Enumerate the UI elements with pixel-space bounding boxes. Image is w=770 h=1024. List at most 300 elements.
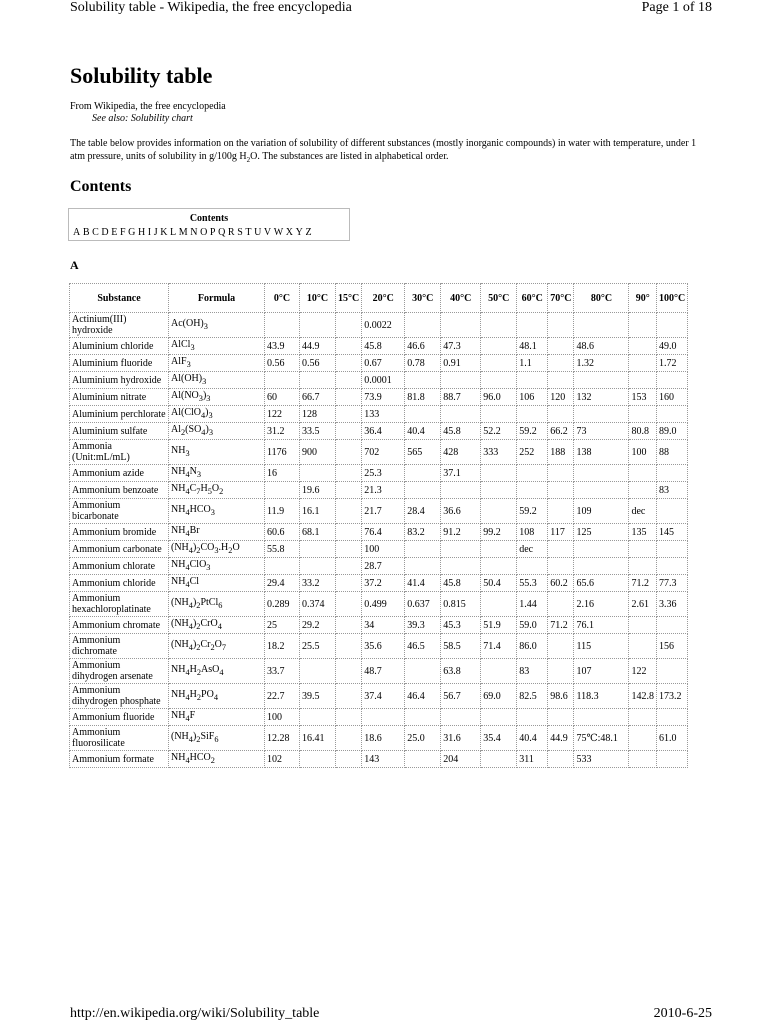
value-cell: 0.56 bbox=[300, 355, 336, 372]
value-cell bbox=[548, 709, 574, 726]
value-cell: 18.2 bbox=[265, 634, 300, 659]
value-cell: 76.4 bbox=[362, 524, 405, 541]
contents-link-l[interactable]: L bbox=[170, 227, 177, 238]
value-cell: 173.2 bbox=[656, 684, 687, 709]
value-cell bbox=[629, 634, 657, 659]
value-cell bbox=[629, 406, 657, 423]
contents-link-h[interactable]: H bbox=[137, 227, 146, 238]
print-footer-url: http://en.wikipedia.org/wiki/Solubility_table bbox=[70, 1006, 320, 1021]
value-cell: 59.2 bbox=[517, 499, 548, 524]
value-cell: 106 bbox=[517, 389, 548, 406]
value-cell: 0.78 bbox=[405, 355, 441, 372]
value-cell bbox=[574, 558, 629, 575]
value-cell bbox=[336, 406, 362, 423]
value-cell: 120 bbox=[548, 389, 574, 406]
value-cell bbox=[517, 313, 548, 338]
value-cell bbox=[336, 440, 362, 465]
value-cell: 135 bbox=[629, 524, 657, 541]
table-row bbox=[70, 465, 688, 482]
formula-cell: $NH_4H_2AsO_4$ bbox=[169, 659, 265, 684]
value-cell bbox=[629, 372, 657, 389]
value-cell bbox=[656, 659, 687, 684]
value-cell: 82.5 bbox=[517, 684, 548, 709]
value-cell: 37.1 bbox=[441, 465, 481, 482]
intro-text: The table below provides information on the variation of solubility of different substances (mostly inorganic compounds) in water with temperature, under 1 atm pressure, units of solubility in g/100g H bbox=[70, 138, 697, 162]
value-cell bbox=[265, 558, 300, 575]
value-cell bbox=[548, 355, 574, 372]
formula-cell: AlCl$_3$ bbox=[169, 338, 265, 355]
formula-cell: $Al(ClO_4)_3$ bbox=[169, 406, 265, 423]
contents-link-n[interactable]: N bbox=[190, 227, 199, 238]
table-row bbox=[70, 338, 688, 355]
value-cell: 0.0022 bbox=[362, 313, 405, 338]
value-cell bbox=[656, 709, 687, 726]
column-header: 10°C bbox=[300, 284, 336, 313]
substance-cell[interactable]: Ammonium azide bbox=[70, 465, 169, 482]
value-cell bbox=[548, 465, 574, 482]
value-cell: 99.2 bbox=[481, 524, 517, 541]
value-cell bbox=[548, 499, 574, 524]
value-cell bbox=[629, 482, 657, 499]
contents-link-b[interactable]: B bbox=[82, 227, 91, 238]
value-cell: 44.9 bbox=[300, 338, 336, 355]
value-cell: 0.637 bbox=[405, 592, 441, 617]
value-cell bbox=[629, 313, 657, 338]
contents-box bbox=[68, 208, 350, 241]
substance-cell[interactable]: Ammonium dihydrogen phosphate bbox=[70, 684, 169, 709]
value-cell bbox=[336, 659, 362, 684]
value-cell: 43.9 bbox=[265, 338, 300, 355]
value-cell: 21.7 bbox=[362, 499, 405, 524]
print-header-page: Page 1 of 18 bbox=[641, 0, 712, 15]
value-cell: 66.2 bbox=[548, 423, 574, 440]
value-cell: 2.16 bbox=[574, 592, 629, 617]
value-cell: 16 bbox=[265, 465, 300, 482]
value-cell: 311 bbox=[517, 751, 548, 768]
value-cell: 71.2 bbox=[629, 575, 657, 592]
value-cell: 21.3 bbox=[362, 482, 405, 499]
contents-link-r[interactable]: R bbox=[227, 227, 236, 238]
contents-link-u[interactable]: U bbox=[254, 227, 262, 238]
value-cell: 83 bbox=[517, 659, 548, 684]
value-cell: 117 bbox=[548, 524, 574, 541]
value-cell bbox=[336, 684, 362, 709]
formula-cell: $NH_4Cl$ bbox=[169, 575, 265, 592]
table-row bbox=[70, 751, 688, 768]
value-cell: 56.7 bbox=[441, 684, 481, 709]
value-cell: dec bbox=[517, 541, 548, 558]
value-cell: 138 bbox=[574, 440, 629, 465]
value-cell bbox=[656, 751, 687, 768]
value-cell: 0.67 bbox=[362, 355, 405, 372]
value-cell: 35.6 bbox=[362, 634, 405, 659]
contents-link-q[interactable]: Q bbox=[218, 227, 226, 238]
value-cell bbox=[336, 575, 362, 592]
value-cell bbox=[300, 558, 336, 575]
value-cell: 36.6 bbox=[441, 499, 481, 524]
print-footer-date: 2010-6-25 bbox=[653, 1006, 712, 1021]
table-row bbox=[70, 634, 688, 659]
section-heading-a: A bbox=[70, 258, 79, 272]
substance-cell[interactable]: Ammonium bromide bbox=[70, 524, 169, 541]
value-cell: 16.1 bbox=[300, 499, 336, 524]
value-cell bbox=[336, 482, 362, 499]
value-cell bbox=[517, 372, 548, 389]
table-row bbox=[70, 575, 688, 592]
contents-link-g[interactable]: G bbox=[128, 227, 136, 238]
contents-link-m[interactable]: M bbox=[178, 227, 189, 238]
value-cell: 29.4 bbox=[265, 575, 300, 592]
substance-cell[interactable]: Ammonium carbonate bbox=[70, 541, 169, 558]
contents-link-w[interactable]: W bbox=[273, 227, 284, 238]
table-body bbox=[70, 313, 688, 768]
value-cell: 60 bbox=[265, 389, 300, 406]
substance-cell[interactable]: Ammonium chlorate bbox=[70, 558, 169, 575]
value-cell: 48.6 bbox=[574, 338, 629, 355]
table-row bbox=[70, 592, 688, 617]
formula-cell: $NH_4F$ bbox=[169, 709, 265, 726]
value-cell bbox=[548, 338, 574, 355]
value-cell: 0.56 bbox=[265, 355, 300, 372]
value-cell bbox=[336, 355, 362, 372]
value-cell: 40.4 bbox=[405, 423, 441, 440]
value-cell: 49.0 bbox=[656, 338, 687, 355]
column-header: 20°C bbox=[362, 284, 405, 313]
column-header: 100°C bbox=[656, 284, 687, 313]
value-cell: 89.0 bbox=[656, 423, 687, 440]
value-cell bbox=[574, 709, 629, 726]
contents-link-z[interactable]: Z bbox=[305, 227, 313, 238]
contents-link-y[interactable]: Y bbox=[295, 227, 304, 238]
formula-cell: $(NH_4)_2Cr_2O_7$ bbox=[169, 634, 265, 659]
value-cell: 252 bbox=[517, 440, 548, 465]
value-cell: 204 bbox=[441, 751, 481, 768]
solubility-table bbox=[69, 283, 688, 768]
value-cell: 702 bbox=[362, 440, 405, 465]
substance-cell[interactable]: Ammonium formate bbox=[70, 751, 169, 768]
contents-link-o[interactable]: O bbox=[200, 227, 208, 238]
substance-cell[interactable]: Aluminium perchlorate bbox=[70, 406, 169, 423]
contents-link-a[interactable]: A bbox=[73, 227, 81, 238]
table-row bbox=[70, 482, 688, 499]
value-cell bbox=[300, 465, 336, 482]
value-cell bbox=[441, 406, 481, 423]
value-cell: 73 bbox=[574, 423, 629, 440]
formula-cell: $NH_4ClO_3$ bbox=[169, 558, 265, 575]
value-cell: 45.8 bbox=[441, 423, 481, 440]
value-cell bbox=[441, 709, 481, 726]
table-row bbox=[70, 684, 688, 709]
value-cell: 36.4 bbox=[362, 423, 405, 440]
formula-cell: AlF$_3$ bbox=[169, 355, 265, 372]
value-cell: 108 bbox=[517, 524, 548, 541]
value-cell bbox=[629, 355, 657, 372]
value-cell bbox=[265, 372, 300, 389]
value-cell: 132 bbox=[574, 389, 629, 406]
value-cell: 33.7 bbox=[265, 659, 300, 684]
value-cell bbox=[656, 558, 687, 575]
value-cell: 60.2 bbox=[548, 575, 574, 592]
value-cell bbox=[405, 465, 441, 482]
substance-cell[interactable]: Ammonium chloride bbox=[70, 575, 169, 592]
substance-cell[interactable]: Aluminium chloride bbox=[70, 338, 169, 355]
value-cell: 11.9 bbox=[265, 499, 300, 524]
value-cell bbox=[656, 465, 687, 482]
contents-link-e[interactable]: E bbox=[111, 227, 118, 238]
substance-cell[interactable]: Ammonium chromate bbox=[70, 617, 169, 634]
table-row bbox=[70, 709, 688, 726]
value-cell: dec bbox=[629, 499, 657, 524]
value-cell bbox=[548, 751, 574, 768]
value-cell: 900 bbox=[300, 440, 336, 465]
value-cell bbox=[441, 541, 481, 558]
value-cell bbox=[481, 659, 517, 684]
value-cell: 25 bbox=[265, 617, 300, 634]
value-cell bbox=[481, 406, 517, 423]
column-header: 50°C bbox=[481, 284, 517, 313]
value-cell bbox=[548, 313, 574, 338]
value-cell bbox=[481, 355, 517, 372]
value-cell: 142.8 bbox=[629, 684, 657, 709]
value-cell: 34 bbox=[362, 617, 405, 634]
value-cell: 122 bbox=[629, 659, 657, 684]
value-cell: 100 bbox=[265, 709, 300, 726]
value-cell bbox=[629, 751, 657, 768]
column-header: 60°C bbox=[517, 284, 548, 313]
value-cell: 1.1 bbox=[517, 355, 548, 372]
table-row bbox=[70, 389, 688, 406]
value-cell bbox=[300, 372, 336, 389]
value-cell bbox=[481, 372, 517, 389]
value-cell bbox=[629, 558, 657, 575]
value-cell bbox=[548, 558, 574, 575]
substance-cell[interactable]: Ammonium fluoride bbox=[70, 709, 169, 726]
contents-link-p[interactable]: P bbox=[209, 227, 217, 238]
substance-cell[interactable]: Aluminium sulfate bbox=[70, 423, 169, 440]
value-cell bbox=[405, 313, 441, 338]
value-cell bbox=[405, 406, 441, 423]
value-cell: 76.1 bbox=[574, 617, 629, 634]
value-cell: 565 bbox=[405, 440, 441, 465]
value-cell: 86.0 bbox=[517, 634, 548, 659]
value-cell: 33.5 bbox=[300, 423, 336, 440]
formula-cell: $(NH_4)_2CO_3.H_2O$ bbox=[169, 541, 265, 558]
value-cell: 16.41 bbox=[300, 726, 336, 751]
value-cell: 1176 bbox=[265, 440, 300, 465]
contents-letter-links bbox=[69, 227, 349, 238]
table-row bbox=[70, 659, 688, 684]
value-cell: 115 bbox=[574, 634, 629, 659]
contents-link-t[interactable]: T bbox=[245, 227, 253, 238]
value-cell bbox=[441, 372, 481, 389]
table-row bbox=[70, 558, 688, 575]
value-cell: 41.4 bbox=[405, 575, 441, 592]
value-cell: 73.9 bbox=[362, 389, 405, 406]
value-cell: 98.6 bbox=[548, 684, 574, 709]
substance-cell[interactable]: Ammonia (Unit:mL/mL) bbox=[70, 440, 169, 465]
value-cell bbox=[300, 313, 336, 338]
value-cell: 107 bbox=[574, 659, 629, 684]
value-cell bbox=[300, 751, 336, 768]
contents-link-i[interactable]: I bbox=[147, 227, 152, 238]
value-cell bbox=[574, 541, 629, 558]
value-cell: 61.0 bbox=[656, 726, 687, 751]
value-cell: 71.4 bbox=[481, 634, 517, 659]
value-cell bbox=[574, 406, 629, 423]
see-also-link[interactable]: See also: Solubility chart bbox=[92, 113, 193, 124]
value-cell bbox=[656, 406, 687, 423]
value-cell: 1.44 bbox=[517, 592, 548, 617]
value-cell bbox=[548, 634, 574, 659]
value-cell: 80.8 bbox=[629, 423, 657, 440]
value-cell bbox=[336, 465, 362, 482]
value-cell bbox=[574, 372, 629, 389]
value-cell: 50.4 bbox=[481, 575, 517, 592]
value-cell bbox=[441, 313, 481, 338]
column-header: Substance bbox=[70, 284, 169, 313]
contents-link-v[interactable]: V bbox=[263, 227, 272, 238]
value-cell: 160 bbox=[656, 389, 687, 406]
formula-cell: $Al_2(SO_4)_3$ bbox=[169, 423, 265, 440]
substance-cell[interactable]: Aluminium nitrate bbox=[70, 389, 169, 406]
formula-cell: $NH_4HCO_3$ bbox=[169, 499, 265, 524]
value-cell: 12.28 bbox=[265, 726, 300, 751]
substance-cell[interactable]: Ammonium dichromate bbox=[70, 634, 169, 659]
value-cell: 46.6 bbox=[405, 338, 441, 355]
value-cell: 39.3 bbox=[405, 617, 441, 634]
formula-cell: $NH_4C_7H_5O_2$ bbox=[169, 482, 265, 499]
value-cell: 63.8 bbox=[441, 659, 481, 684]
value-cell bbox=[405, 558, 441, 575]
value-cell: 3.36 bbox=[656, 592, 687, 617]
table-row bbox=[70, 524, 688, 541]
print-header-title: Solubility table - Wikipedia, the free encyclopedia bbox=[70, 0, 352, 15]
article-source: From Wikipedia, the free encyclopedia bbox=[70, 101, 226, 112]
table-row bbox=[70, 617, 688, 634]
column-header: 15°C bbox=[336, 284, 362, 313]
substance-cell[interactable]: Ammonium dihydrogen arsenate bbox=[70, 659, 169, 684]
value-cell: 45.3 bbox=[441, 617, 481, 634]
article-title: Solubility table bbox=[70, 63, 213, 88]
contents-link-f[interactable]: F bbox=[119, 227, 127, 238]
value-cell: 28.4 bbox=[405, 499, 441, 524]
table-row bbox=[70, 372, 688, 389]
formula-cell: $(NH_4)_2CrO_4$ bbox=[169, 617, 265, 634]
substance-cell[interactable]: Ammonium bicarbonate bbox=[70, 499, 169, 524]
table-header-row bbox=[70, 284, 688, 313]
substance-cell[interactable]: Ammonium hexachloroplatinate bbox=[70, 592, 169, 617]
value-cell bbox=[336, 372, 362, 389]
value-cell bbox=[265, 313, 300, 338]
value-cell: 28.7 bbox=[362, 558, 405, 575]
table-row bbox=[70, 423, 688, 440]
contents-link-c[interactable]: C bbox=[92, 227, 100, 238]
value-cell bbox=[405, 659, 441, 684]
value-cell: 40.4 bbox=[517, 726, 548, 751]
value-cell: 96.0 bbox=[481, 389, 517, 406]
value-cell: 39.5 bbox=[300, 684, 336, 709]
value-cell: 428 bbox=[441, 440, 481, 465]
value-cell bbox=[548, 592, 574, 617]
value-cell bbox=[336, 726, 362, 751]
value-cell: 25.0 bbox=[405, 726, 441, 751]
value-cell bbox=[517, 465, 548, 482]
contents-link-x[interactable]: X bbox=[285, 227, 294, 238]
contents-heading: Contents bbox=[70, 178, 132, 195]
value-cell: 83 bbox=[656, 482, 687, 499]
value-cell: 68.1 bbox=[300, 524, 336, 541]
value-cell: 19.6 bbox=[300, 482, 336, 499]
substance-cell[interactable]: Actinium(III) hydroxide bbox=[70, 313, 169, 338]
formula-cell: $Al(NO_3)_3$ bbox=[169, 389, 265, 406]
value-cell bbox=[336, 524, 362, 541]
value-cell: 0.0001 bbox=[362, 372, 405, 389]
value-cell bbox=[300, 659, 336, 684]
value-cell: 65.6 bbox=[574, 575, 629, 592]
value-cell bbox=[629, 465, 657, 482]
column-header: 70°C bbox=[548, 284, 574, 313]
value-cell: 31.2 bbox=[265, 423, 300, 440]
value-cell: 48.7 bbox=[362, 659, 405, 684]
value-cell bbox=[656, 499, 687, 524]
value-cell: 153 bbox=[629, 389, 657, 406]
value-cell bbox=[336, 499, 362, 524]
value-cell bbox=[481, 709, 517, 726]
value-cell bbox=[481, 313, 517, 338]
value-cell: 125 bbox=[574, 524, 629, 541]
value-cell: 45.8 bbox=[362, 338, 405, 355]
formula-cell: $Al(OH)_3$ bbox=[169, 372, 265, 389]
value-cell: 88 bbox=[656, 440, 687, 465]
value-cell: 333 bbox=[481, 440, 517, 465]
value-cell bbox=[656, 617, 687, 634]
formula-cell: $NH_4H_2PO_4$ bbox=[169, 684, 265, 709]
value-cell: 59.0 bbox=[517, 617, 548, 634]
value-cell: 58.5 bbox=[441, 634, 481, 659]
substance-cell[interactable]: Ammonium fluorosilicate bbox=[70, 726, 169, 751]
value-cell: 77.3 bbox=[656, 575, 687, 592]
value-cell: 533 bbox=[574, 751, 629, 768]
contents-link-j[interactable]: J bbox=[153, 227, 159, 238]
table-row bbox=[70, 406, 688, 423]
contents-link-k[interactable]: K bbox=[160, 227, 169, 238]
value-cell: 25.3 bbox=[362, 465, 405, 482]
formula-cell: $NH_4Br$ bbox=[169, 524, 265, 541]
value-cell: 51.9 bbox=[481, 617, 517, 634]
value-cell: 59.2 bbox=[517, 423, 548, 440]
value-cell bbox=[336, 541, 362, 558]
value-cell bbox=[517, 709, 548, 726]
value-cell: 1.32 bbox=[574, 355, 629, 372]
value-cell bbox=[362, 709, 405, 726]
value-cell bbox=[548, 372, 574, 389]
substance-cell[interactable]: Aluminium fluoride bbox=[70, 355, 169, 372]
column-header: 40°C bbox=[441, 284, 481, 313]
value-cell bbox=[481, 751, 517, 768]
value-cell bbox=[517, 558, 548, 575]
value-cell bbox=[481, 592, 517, 617]
value-cell: 44.9 bbox=[548, 726, 574, 751]
value-cell: 109 bbox=[574, 499, 629, 524]
contents-link-d[interactable]: D bbox=[101, 227, 110, 238]
value-cell: 33.2 bbox=[300, 575, 336, 592]
value-cell bbox=[656, 372, 687, 389]
substance-cell[interactable]: Aluminium hydroxide bbox=[70, 372, 169, 389]
contents-link-s[interactable]: S bbox=[237, 227, 244, 238]
column-header: Formula bbox=[169, 284, 265, 313]
substance-cell[interactable]: Ammonium benzoate bbox=[70, 482, 169, 499]
value-cell: 143 bbox=[362, 751, 405, 768]
